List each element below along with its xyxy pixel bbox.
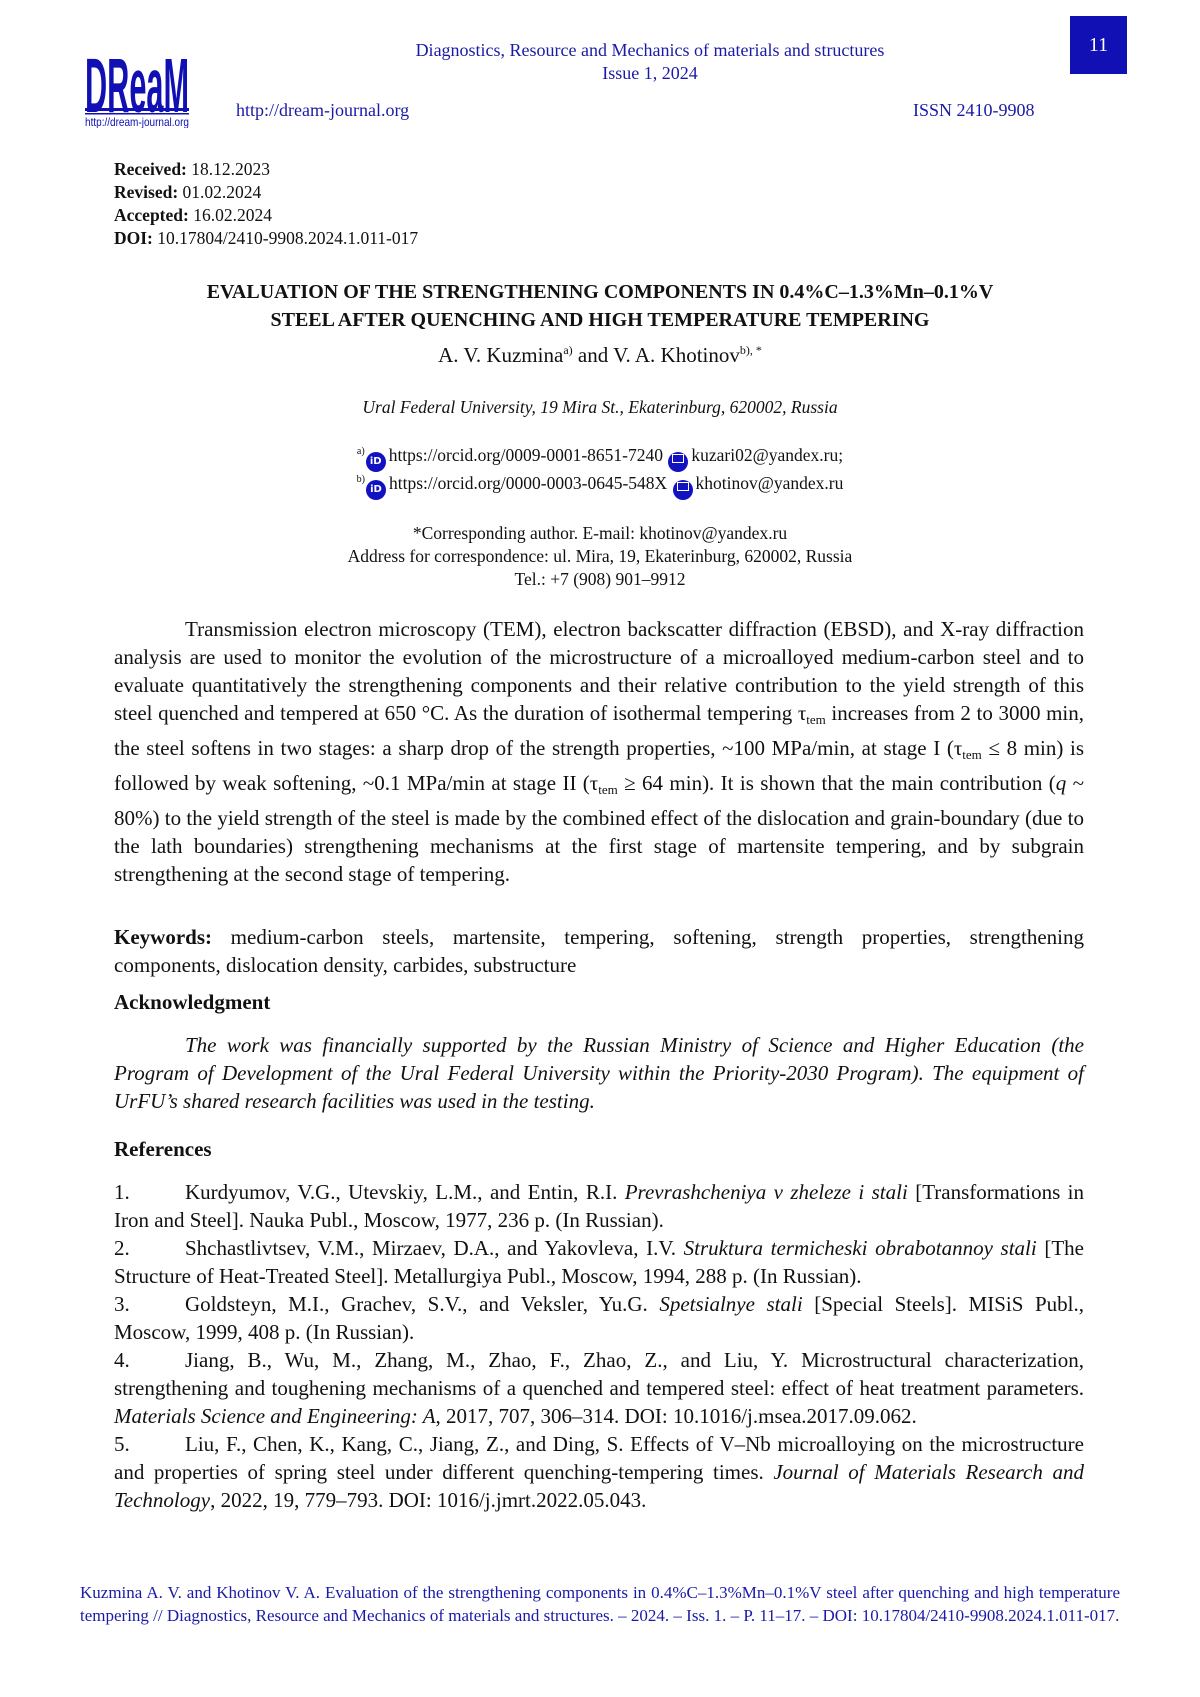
journal-logo — [82, 16, 192, 128]
reference-source: Prevrashcheniya v zheleze i stali — [625, 1180, 908, 1204]
authors — [100, 343, 1100, 368]
reference-item — [114, 1346, 1084, 1430]
correspondence-phone: Tel.: +7 (908) 901–9912 — [100, 568, 1100, 591]
title-line-2: STEEL AFTER QUENCHING AND HIGH TEMPERATURE TEMPERING — [100, 306, 1100, 334]
author-2-mark: b), * — [740, 343, 762, 357]
email-link[interactable]: kuzari02@yandex.ru; — [691, 445, 843, 465]
author-1-mark: a) — [563, 343, 572, 357]
abstract-text: Transmission electron microscopy (TEM), electron backscatter diffraction (EBSD), and X-ray diffraction analysis are used to monitor the evolution of the microstructure of a microalloyed medium-carbon steel and to evaluate quantitatively the strengthening components and their relative contribution to the yield strength of this steel quenched and tempered at 650 °C. As the duration of isothermal tempering τ — [114, 617, 1084, 725]
journal-url-link[interactable]: http://dream-journal.org — [236, 100, 409, 121]
reference-number: 1. — [114, 1178, 185, 1206]
reference-details: , 2017, 707, 306–314. DOI: 10.1016/j.msea.2017.09.062. — [436, 1404, 917, 1428]
acknowledgment-heading: Acknowledgment — [114, 990, 270, 1015]
reference-details: [Special Steels]. MISiS Publ., Moscow, 1999, 408 p. (In Russian). — [114, 1292, 1084, 1344]
acknowledgment-text: The work was financially supported by the Russian Ministry of Science and Higher Education (the Program of Development of the Ural Federal University within the Priority-2030 Program). The equipment of UrFU’s shared research facilities was used in the testing. — [114, 1031, 1084, 1115]
received-date — [114, 158, 418, 181]
reference-source: Spetsialnye stali — [659, 1292, 802, 1316]
journal-name: Diagnostics, Resource and Mechanics of materials and structures — [300, 40, 1000, 61]
revised-date — [114, 181, 418, 204]
reference-source: Struktura termicheski obrabotannoy stali — [684, 1236, 1037, 1260]
reference-details: [Transformations in Iron and Steel]. Nauka Publ., Moscow, 1977, 236 p. (In Russian). — [114, 1180, 1084, 1232]
keywords — [114, 923, 1084, 979]
contact-line-b — [100, 473, 1100, 500]
subscript: tem — [962, 747, 982, 762]
reference-item — [114, 1430, 1084, 1514]
orcid-link[interactable]: https://orcid.org/0009-0001-8651-7240 — [389, 445, 663, 465]
citation-footer: Kuzmina A. V. and Khotinov V. A. Evaluation of the strengthening components in 0.4%C–1.3%Mn–0.1%V steel after quenching and high temperature tempering // Diagnostics, Resource and Mechanics of materials and structures. – 2024. – Iss. 1. – P. 11–17. – DOI: 10.17804/2410-9908.2024.1.011-017. — [80, 1581, 1120, 1627]
correspondence — [100, 522, 1100, 591]
subscript: tem — [806, 712, 826, 727]
orcid-icon: iD — [366, 480, 386, 500]
title-line-1: EVALUATION OF THE STRENGTHENING COMPONENTS IN 0.4%C–1.3%Mn–0.1%V — [100, 278, 1100, 306]
authors-and: and — [573, 343, 613, 367]
correspondence-address: Address for correspondence: ul. Mira, 19, Ekaterinburg, 620002, Russia — [100, 545, 1100, 568]
doi-value: 10.17804/2410-9908.2024.1.011-017 — [153, 228, 418, 248]
contact-mark: a) — [357, 446, 365, 457]
reference-authors: Shchastlivtsev, V.M., Mirzaev, D.A., and Yakovleva, I.V. — [185, 1236, 684, 1260]
reference-number: 3. — [114, 1290, 185, 1318]
dream-logo-icon — [82, 16, 192, 128]
corresponding-author: *Corresponding author. E-mail: khotinov@yandex.ru — [100, 522, 1100, 545]
contact-line-a — [100, 445, 1100, 472]
reference-details: [The Structure of Heat-Treated Steel]. Metallurgiya Publ., Moscow, 1994, 288 p. (In Russian). — [114, 1236, 1084, 1288]
reference-number: 4. — [114, 1346, 185, 1374]
received-value: 18.12.2023 — [187, 159, 270, 179]
subscript: tem — [598, 782, 618, 797]
email-link[interactable]: khotinov@yandex.ru — [696, 473, 844, 493]
accepted-label: Accepted: — [114, 205, 189, 225]
page-number-badge: 11 — [1070, 16, 1127, 74]
orcid-link[interactable]: https://orcid.org/0000-0003-0645-548X — [389, 473, 667, 493]
reference-item — [114, 1290, 1084, 1346]
reference-authors: Jiang, B., Wu, M., Zhang, M., Zhao, F., Zhao, Z., and Liu, Y. Microstructural characterization, strengthening and toughening mechanisms of a quenched and tempered steel: effect of heat treatment parameters. — [114, 1348, 1084, 1400]
keywords-label: Keywords: — [114, 925, 212, 949]
accepted-value: 16.02.2024 — [189, 205, 272, 225]
envelope-icon — [668, 452, 688, 472]
contact-mark: b) — [357, 474, 365, 485]
doi-label: DOI: — [114, 228, 153, 248]
journal-issue: Issue 1, 2024 — [300, 63, 1000, 84]
abstract-variable: q — [1056, 771, 1067, 795]
abstract-text: ≤ 8 min) is followed by weak softening, ~0.1 MPa/min at stage II (τ — [114, 736, 1084, 795]
revised-label: Revised: — [114, 182, 178, 202]
reference-number: 5. — [114, 1430, 185, 1458]
references-heading: References — [114, 1137, 212, 1162]
reference-source: Journal of Materials Research and Technology — [114, 1460, 1084, 1512]
reference-authors: Liu, F., Chen, K., Kang, C., Jiang, Z., and Ding, S. Effects of V–Nb microalloying on the microstructure and properties of spring steel under different quenching-tempering times. — [114, 1432, 1084, 1484]
reference-number: 2. — [114, 1234, 185, 1262]
references-list — [114, 1178, 1084, 1514]
reference-details: , 2022, 19, 779–793. DOI: 1016/j.jmrt.2022.05.043. — [210, 1488, 646, 1512]
svg-text:http://dream-journal.org: http://dream-journal.org — [85, 115, 189, 128]
author-2: V. A. Khotinov — [613, 343, 740, 367]
author-1: A. V. Kuzmina — [438, 343, 563, 367]
revised-value: 01.02.2024 — [178, 182, 261, 202]
keywords-text: medium-carbon steels, martensite, tempering, softening, strength properties, strengthening components, dislocation density, carbides, substructure — [114, 925, 1084, 977]
reference-item — [114, 1234, 1084, 1290]
reference-source: Materials Science and Engineering: A — [114, 1404, 436, 1428]
abstract-text: ≥ 64 min). It is shown that the main contribution ( — [618, 771, 1056, 795]
affiliation: Ural Federal University, 19 Mira St., Ekaterinburg, 620002, Russia — [100, 397, 1100, 418]
accepted-date — [114, 204, 418, 227]
reference-authors: Kurdyumov, V.G., Utevskiy, L.M., and Entin, R.I. — [185, 1180, 625, 1204]
abstract — [114, 615, 1084, 888]
orcid-icon: iD — [366, 452, 386, 472]
article-title — [100, 278, 1100, 334]
received-label: Received: — [114, 159, 187, 179]
reference-item — [114, 1178, 1084, 1234]
svg-text:DReaM: DReaM — [85, 42, 189, 128]
abstract-text: ~ 80%) to the yield strength of the steel is made by the combined effect of the dislocation and grain-boundary (due to the lath boundaries) strengthening mechanisms at the first stage of martensite tempering, and by subgrain strengthening at the second stage of tempering. — [114, 771, 1084, 886]
abstract-text: increases from 2 to 3000 min, the steel softens in two stages: a sharp drop of the strength properties, ~100 MPa/min, at stage I (τ — [114, 701, 1084, 760]
issn: ISSN 2410-9908 — [913, 100, 1035, 121]
article-dates — [114, 158, 418, 250]
doi — [114, 227, 418, 250]
envelope-icon — [673, 480, 693, 500]
reference-authors: Goldsteyn, M.I., Grachev, S.V., and Veksler, Yu.G. — [185, 1292, 659, 1316]
